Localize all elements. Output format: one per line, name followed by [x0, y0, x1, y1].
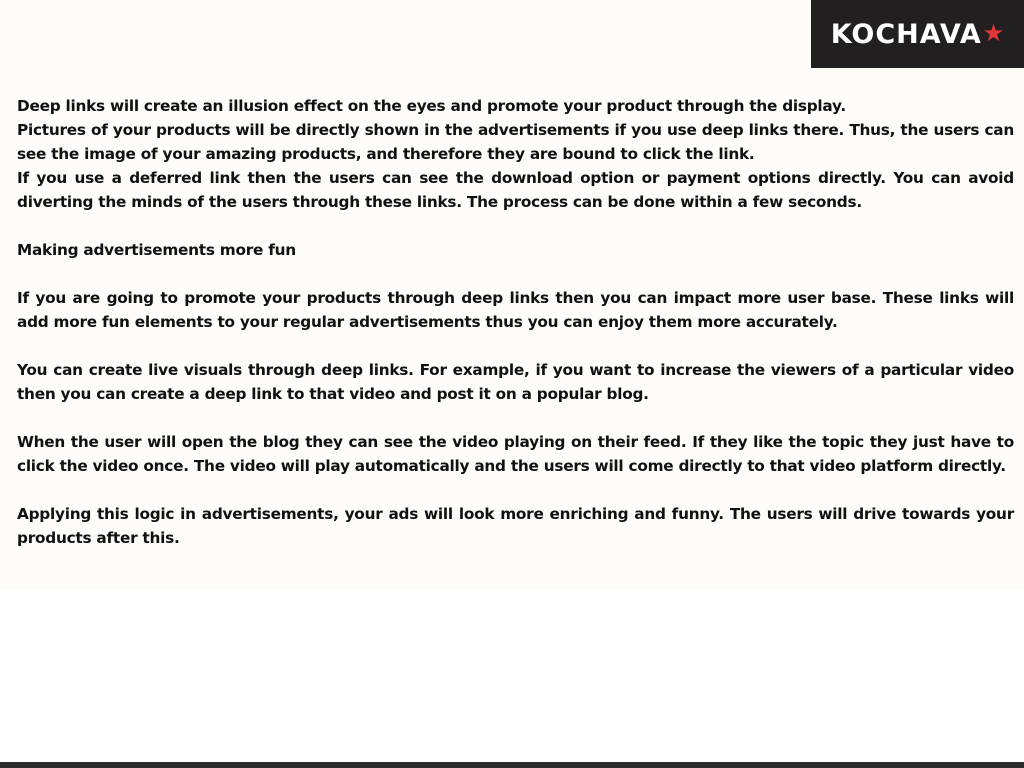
kochava-logo	[811, 0, 1024, 68]
paragraph-video-feed: When the user will open the blog they can see the video playing on their feed. If they like the topic they just have to click the video once. The video will play automatically and the users will come directly to that video platform directly.	[17, 433, 1014, 475]
logo-text: KOCHAVA	[830, 18, 982, 50]
bottom-border	[0, 762, 1024, 768]
article-body	[17, 94, 1014, 550]
paragraph-impact-user-base: If you are going to promote your products through deep links then you can impact more user base. These links will add more fun elements to your regular advertisements thus you can enjoy them more accurately.	[17, 289, 1014, 331]
paragraph-applying-logic: Applying this logic in advertisements, your ads will look more enriching and funny. The users will drive towards your products after this.	[17, 505, 1014, 547]
paragraph-product-pictures: Pictures of your products will be directly shown in the advertisements if you use deep links there. Thus, the users can see the image of your amazing products, and therefore they are bound to click the link.	[17, 121, 1014, 163]
star-icon: ★	[982, 19, 1005, 47]
paragraph-deep-links-illusion: Deep links will create an illusion effect on the eyes and promote your product through the display.	[17, 97, 846, 115]
paragraph-live-visuals: You can create live visuals through deep links. For example, if you want to increase the viewers of a particular video then you can create a deep link to that video and post it on a popular blog.	[17, 361, 1014, 403]
paragraph-deferred-link: If you use a deferred link then the users can see the download option or payment options directly. You can avoid diverting the minds of the users through these links. The process can be done within a few seconds.	[17, 169, 1014, 211]
section-heading: Making advertisements more fun	[17, 241, 296, 259]
